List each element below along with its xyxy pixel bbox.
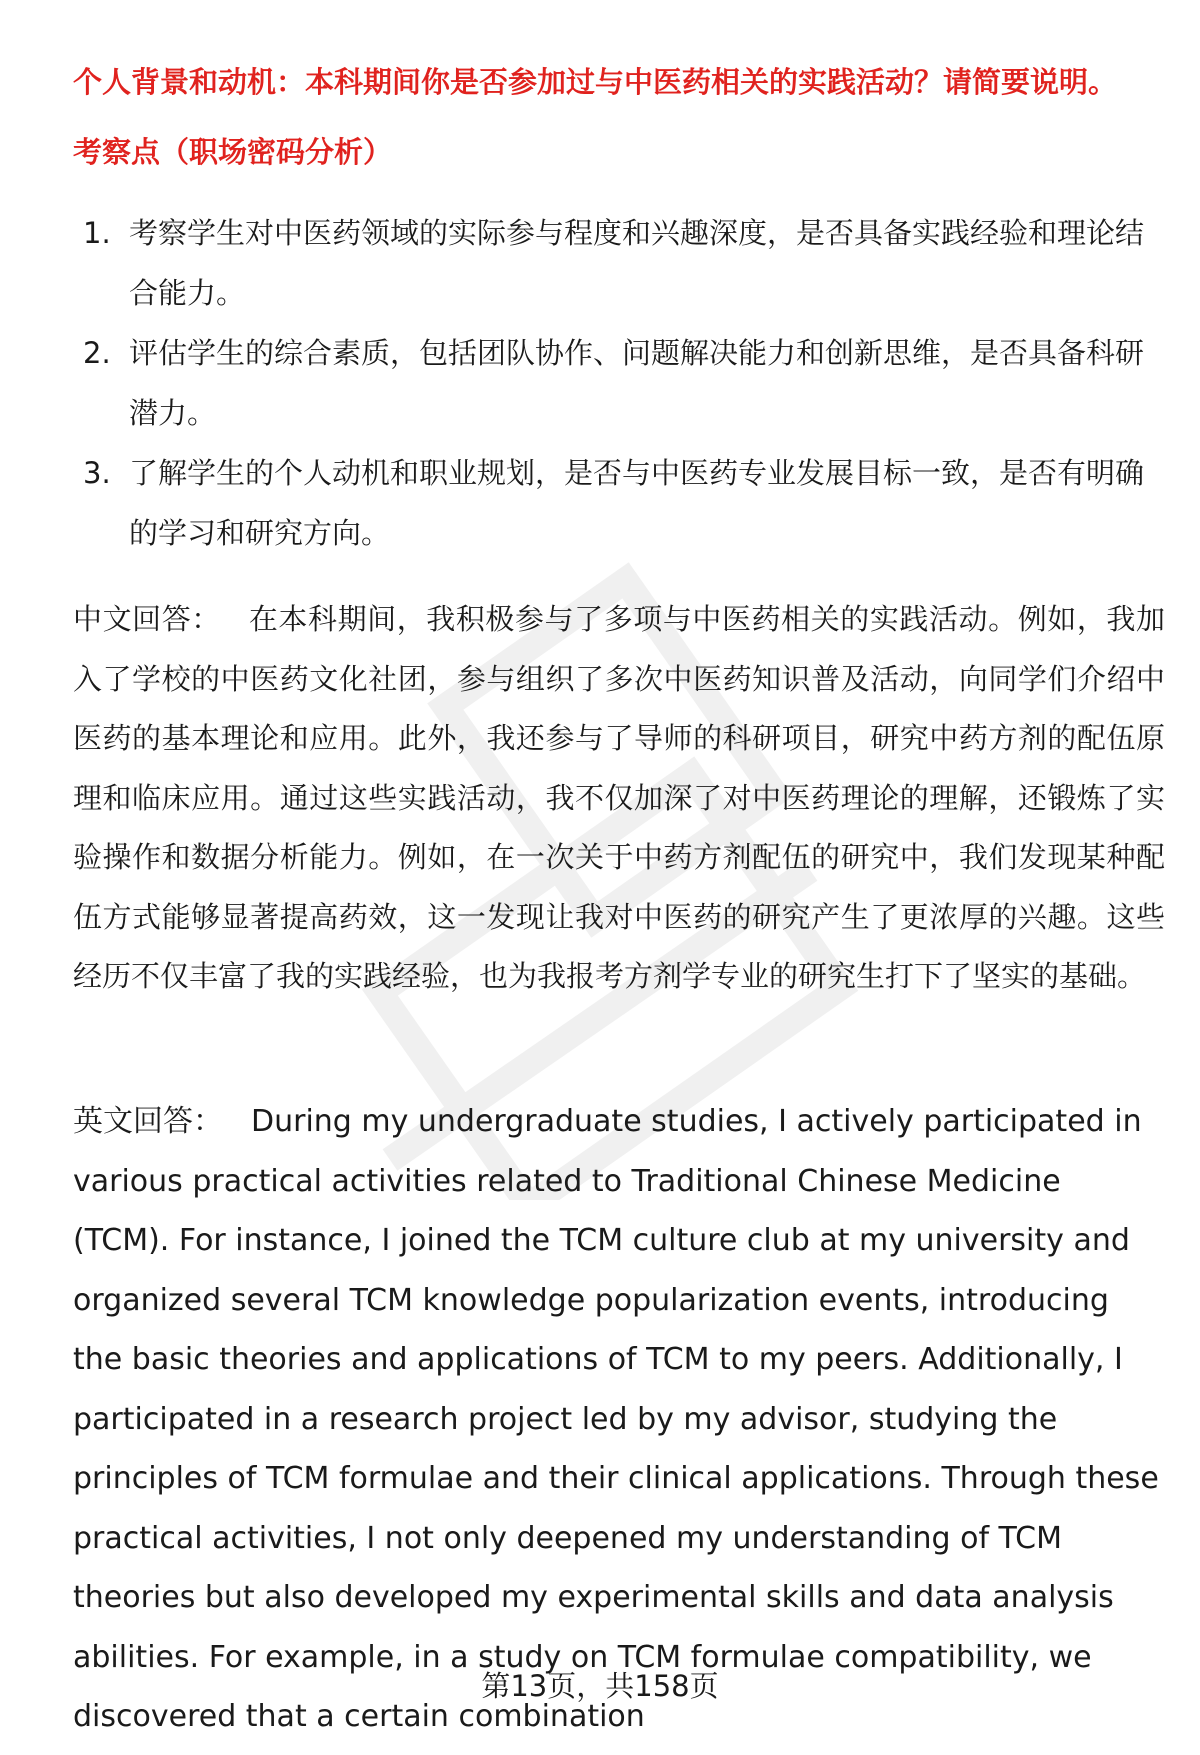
list-item-text: 评估学生的综合素质，包括团队协作、问题解决能力和创新思维，是否具备科研潜力。: [129, 336, 1145, 430]
page-number-footer: 第13页，共158页: [481, 1669, 719, 1703]
points-heading: 考察点（职场密码分析）: [73, 135, 393, 169]
question-heading: 个人背景和动机：本科期间你是否参加过与中医药相关的实践活动？请简要说明。: [73, 65, 1118, 99]
list-item: [73, 203, 1153, 323]
list-item-number: 3.: [83, 456, 111, 490]
list-item-text: 考察学生对中医药领域的实际参与程度和兴趣深度，是否具备实践经验和理论结合能力。: [129, 216, 1145, 310]
english-answer-text: During my undergraduate studies, I actively participated in various practical activities related to Traditional Chinese Medicine (TCM). For instance, I joined the TCM culture club at my university and organized several TCM knowledge popularization events, introducing the basic theories and applications of TCM to my peers. Additionally, I participated in a research project led by my advisor, studying the principles of TCM formulae and their clinical applications. Through these practical activities, I not only deepened my understanding of TCM theories but also developed my experimental skills and data analysis abilities. For example, in a study on TCM formulae compatibility, we discovered that a certain combination: [73, 1104, 1159, 1734]
list-item-text: 了解学生的个人动机和职业规划，是否与中医药专业发展目标一致，是否有明确的学习和研究方向。: [129, 456, 1145, 550]
list-item-number: 2.: [83, 336, 111, 370]
list-item: [73, 443, 1153, 563]
english-answer-label: 英文回答：: [73, 1104, 223, 1139]
list-item-number: 1.: [83, 216, 111, 250]
chinese-answer-paragraph: [73, 590, 1165, 1007]
chinese-answer-text: 在本科期间，我积极参与了多项与中医药相关的实践活动。例如，我加入了学校的中医药文化社团，参与组织了多次中医药知识普及活动，向同学们介绍中医药的基本理论和应用。此外，我还参与了导师的科研项目，研究中药方剂的配伍原理和临床应用。通过这些实践活动，我不仅加深了对中医药理论的理解，还锻炼了实验操作和数据分析能力。例如，在一次关于中药方剂配伍的研究中，我们发现某种配伍方式能够显著提高药效，这一发现让我对中医药的研究产生了更浓厚的兴趣。这些经历不仅丰富了我的实践经验，也为我报考方剂学专业的研究生打下了坚实的基础。: [73, 602, 1165, 993]
english-answer-paragraph: [73, 1092, 1165, 1747]
list-item: [73, 323, 1153, 443]
chinese-answer-label: 中文回答：: [73, 602, 221, 636]
assessment-points-list: [73, 203, 1153, 563]
